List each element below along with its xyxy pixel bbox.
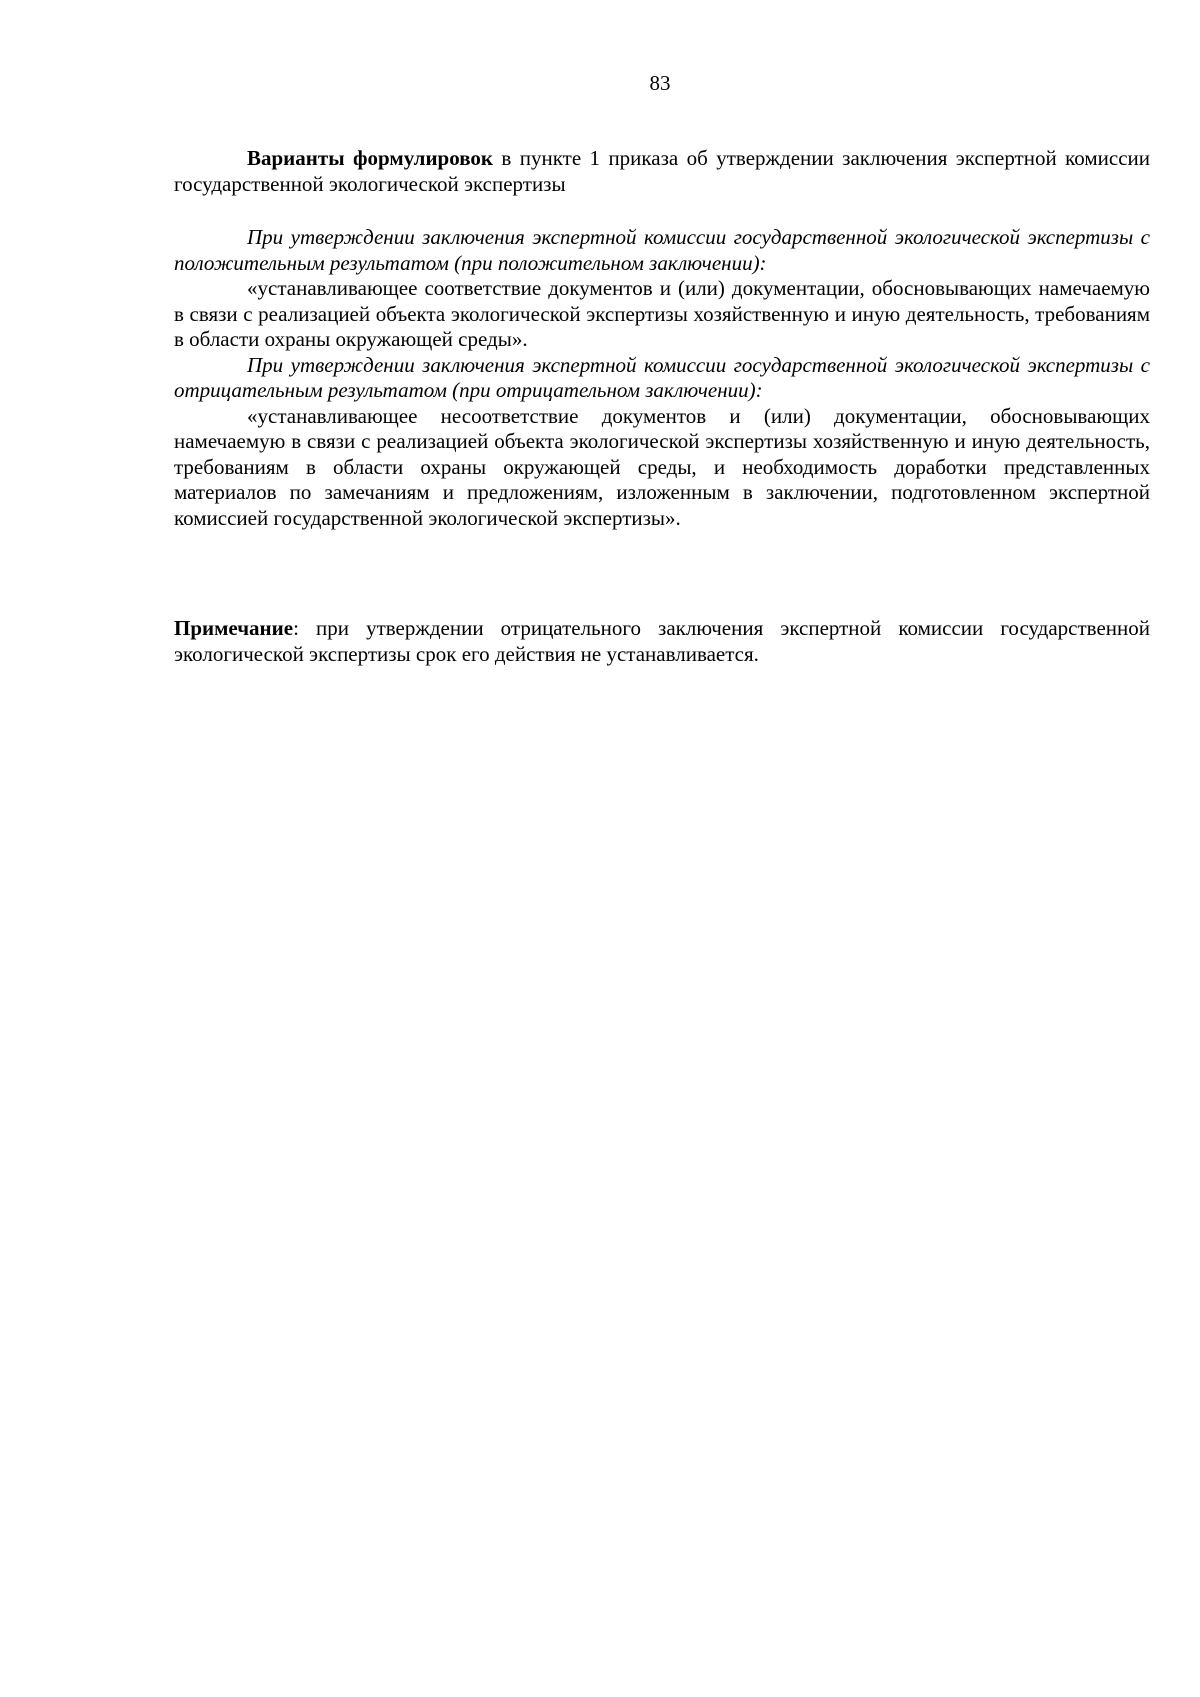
wording-variants [174,225,1150,531]
note-text: : при утверждении отрицательного заключения экспертной комиссии государственной экологической экспертизы срок его действия не устанавливается. [174,616,1150,666]
positive-condition: При утверждении заключения экспертной комиссии государственной экологической экспертизы с положительным результатом (при положительном заключении): [174,225,1150,275]
note-label: Примечание [174,616,294,640]
note-paragraph [174,616,1150,667]
heading-paragraph [174,146,1150,197]
heading-rest: в пункте 1 приказа об утверждении заключения экспертной комиссии государственной экологической экспертизы [174,146,1150,196]
heading-lead: Варианты формулировок [247,146,494,170]
section-heading [174,146,1150,197]
negative-wording: «устанавливающее несоответствие документов и (или) документации, обосновывающих намечаемую в связи с реализацией объекта экологической экспертизы хозяйственную и иную деятельность, требованиям в области охраны окружающей среды, и необходимость доработки представленных материалов по замечаниям и предложениям, изложенным в заключении, подготовленном экспертной комиссией государственной экологической экспертизы». [174,403,1150,530]
negative-condition: При утверждении заключения экспертной комиссии государственной экологической экспертизы с отрицательным результатом (при отрицательном заключении): [174,352,1150,402]
page-number: 83 [649,71,671,95]
note-block [174,616,1150,667]
positive-wording: «устанавливающее соответствие документов и (или) документации, обосновывающих намечаемую в связи с реализацией объекта экологической экспертизы хозяйственную и иную деятельность, требованиям в области охраны окружающей среды». [174,276,1150,351]
